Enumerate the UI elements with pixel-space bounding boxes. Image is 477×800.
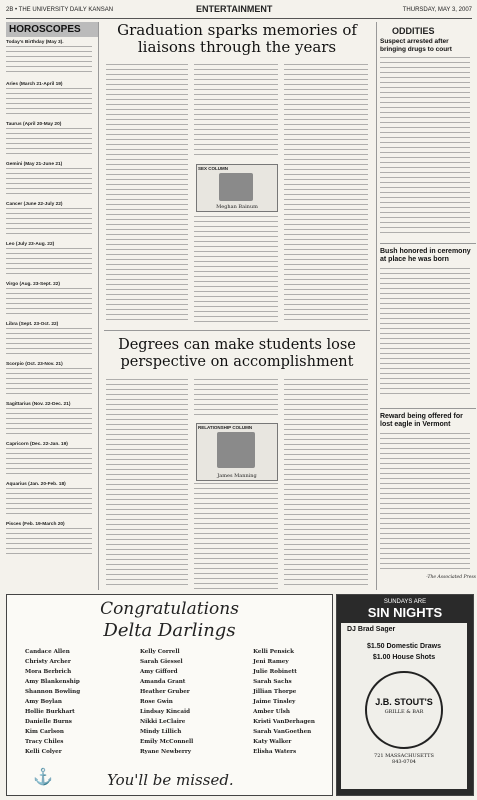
ad-bar-deal1: $1.50 Domestic Draws — [367, 643, 441, 650]
horoscope-text — [6, 248, 92, 276]
article2-text-col2b — [194, 483, 278, 589]
names-col-1 — [25, 647, 80, 757]
horoscope-text — [6, 368, 92, 396]
article2-text-col1 — [106, 379, 188, 589]
horoscope-sign-name: Virgo (Aug. 23-Sept. 22) — [6, 282, 61, 287]
member-name: Elisha Waters — [253, 749, 297, 755]
horoscope-sign-name: Gemini (May 21-June 21) — [6, 162, 63, 167]
horoscope-text — [6, 168, 92, 196]
article1-column-label: SEX COLUMN — [198, 166, 229, 171]
ad-bar-addr: 721 MASSACHUSETTS — [374, 753, 434, 759]
member-name: Jeni Ramey — [253, 659, 289, 665]
horoscope-text — [6, 488, 92, 516]
article2-columnist-box — [196, 423, 278, 481]
horoscope-entry — [6, 82, 98, 116]
ad-bar-phone: 843-0704 — [392, 759, 416, 765]
horoscope-entry — [6, 40, 98, 76]
horoscope-text — [6, 88, 92, 116]
member-name: Jillian Thorpe — [253, 689, 297, 695]
member-name: Candace Allen — [25, 649, 70, 655]
ad-bar-sub: GRILLE & BAR — [384, 709, 424, 715]
horoscope-sign-name: Libra (Sept. 23-Oct. 22) — [6, 322, 59, 327]
member-name: Amy Blankenship — [25, 679, 80, 685]
horoscope-text — [6, 408, 92, 436]
horoscope-entry — [6, 482, 98, 516]
oddity-text-1 — [380, 57, 470, 233]
member-name: Rose Gwin — [139, 699, 173, 705]
article2-headline: Degrees can make students lose perspective on accomplishment — [118, 337, 356, 370]
member-name: Katy Walker — [253, 739, 292, 745]
ad-footer: You'll be missed. — [107, 771, 234, 789]
horoscope-text — [6, 448, 92, 476]
horoscope-entry — [6, 402, 98, 436]
delta-gamma-ad — [6, 594, 333, 796]
names-col-3 — [253, 647, 315, 757]
article2-text-col2 — [194, 379, 278, 419]
ad-bar-body — [341, 623, 467, 789]
horoscope-sign-name: Sagittarius (Nov. 22-Dec. 21) — [6, 402, 71, 407]
horoscope-entry — [6, 522, 98, 556]
horoscope-text — [6, 288, 92, 316]
horoscope-text — [6, 528, 92, 556]
article2-text-col3 — [284, 379, 368, 589]
member-name: Mora Berbrich — [25, 669, 72, 675]
oddity-text-3 — [380, 433, 470, 573]
article1-text-col2b — [194, 216, 278, 324]
horoscope-sign-name: Taurus (April 20-May 20) — [6, 122, 62, 127]
ad-names — [25, 647, 315, 757]
ad-congrats-line2: Delta Darlings — [103, 620, 236, 641]
horoscope-sign-name: Capricorn (Dec. 22-Jan. 19) — [6, 442, 68, 447]
ad-congrats-line1: Congratulations — [100, 599, 239, 619]
member-name: Sarah Giessel — [139, 659, 183, 665]
ad-bar-logo — [365, 671, 443, 749]
member-name: Ryane Newberry — [139, 749, 192, 755]
horoscope-entry — [6, 162, 98, 196]
oddity-headline-3: Reward being offered for lost eagle in Vermont — [380, 408, 476, 429]
oddities-credit: -The Associated Press — [426, 575, 476, 580]
horoscope-sign-name: Aquarius (Jan. 20-Feb. 18) — [6, 482, 66, 487]
member-name: Sarah Sachs — [253, 679, 292, 685]
member-name: Lindsay Kincaid — [139, 709, 191, 715]
member-name: Shannon Bowling — [25, 689, 81, 695]
oddities-column — [376, 22, 476, 590]
article1-text-col3 — [284, 64, 368, 324]
member-name: Jaime Tinsley — [253, 699, 296, 705]
horoscope-sign-name: Scorpio (Oct. 23-Nov. 21) — [6, 362, 63, 367]
article-graduation — [104, 22, 370, 327]
horoscope-list — [6, 40, 98, 556]
oddity-headline-2: Bush honored in ceremony at place he was born — [380, 243, 476, 264]
horoscope-entry — [6, 282, 98, 316]
ad-bar-top: SUNDAYS ARE — [383, 599, 427, 605]
horoscope-text — [6, 46, 92, 76]
ad-bar-deal2: $1.00 House Shots — [372, 654, 436, 661]
member-name: Kim Carlson — [25, 729, 64, 735]
masthead — [6, 4, 472, 19]
oddity-text-2 — [380, 268, 470, 398]
horoscope-sign-name: Cancer (June 22-July 22) — [6, 202, 63, 207]
member-name: Julie Robinett — [253, 669, 297, 675]
author-photo — [217, 432, 255, 468]
member-name: Heather Gruber — [139, 689, 190, 695]
horoscope-entry — [6, 202, 98, 236]
masthead-left: 2B • THE UNIVERSITY DAILY KANSAN — [6, 7, 114, 13]
anchor-icon: ⚓ — [33, 767, 53, 786]
oddity-headline-1: Suspect arrested after bringing drugs to court — [380, 38, 452, 53]
article-degrees — [104, 330, 370, 591]
article1-text-col2 — [194, 64, 278, 156]
member-name: Tracy Chiles — [25, 739, 64, 745]
member-name: Emily McConnell — [139, 739, 194, 745]
member-name: Kristi VanDerhagen — [253, 719, 315, 725]
member-name: Amy Boylan — [25, 699, 62, 705]
author-photo — [219, 173, 253, 201]
sin-nights-ad — [336, 594, 474, 796]
horoscope-sign-name: Pisces (Feb. 19-March 20) — [6, 522, 65, 527]
horoscope-text — [6, 328, 92, 356]
article1-headline: Graduation sparks memories of liaisons through the years — [117, 21, 357, 56]
article1-author: Meghan Bainum — [216, 204, 258, 210]
member-name: Kelli Pensick — [253, 649, 294, 655]
ad-bar-title: SIN NIGHTS — [367, 605, 443, 620]
member-name: Hollie Burkhart — [25, 709, 75, 715]
ad-bar-name: J.B. STOUT'S — [375, 697, 433, 707]
article1-columnist-box — [196, 164, 278, 212]
horoscope-sign-name: Leo (July 23-Aug. 22) — [6, 242, 55, 247]
member-name: Danielle Burns — [25, 719, 72, 725]
horoscope-sign-name: Today's Birthday (May 3). — [6, 40, 64, 45]
names-col-2 — [140, 647, 193, 757]
article2-column-label: RELATIONSHIP COLUMN — [198, 425, 253, 430]
horoscopes-column — [6, 22, 99, 590]
member-name: Mindy Lillich — [139, 729, 182, 735]
member-name: Amanda Grant — [139, 679, 186, 685]
member-name: Kelly Correll — [139, 649, 180, 655]
member-name: Amber Ulsh — [253, 709, 290, 715]
oddities-title: ODDITIES — [392, 26, 435, 36]
horoscope-entry — [6, 442, 98, 476]
horoscope-entry — [6, 242, 98, 276]
horoscope-text — [6, 208, 92, 236]
member-name: Christy Archer — [25, 659, 71, 665]
member-name: Kelli Colyer — [25, 749, 62, 755]
horoscope-entry — [6, 322, 98, 356]
article2-author: James Manning — [217, 473, 257, 479]
article1-text-col1 — [106, 64, 188, 324]
member-name: Amy Gifford — [139, 669, 178, 675]
ad-bar-dj: DJ Brad Sager — [347, 626, 396, 633]
member-name: Nikki LeClaire — [139, 719, 186, 725]
section-title: ENTERTAINMENT — [196, 4, 273, 14]
horoscope-sign-name: Aries (March 21-April 19) — [6, 82, 63, 87]
horoscope-entry — [6, 362, 98, 396]
horoscopes-title: HOROSCOPES — [6, 22, 98, 37]
member-name: Sarah VanGoethen — [253, 729, 312, 735]
horoscope-text — [6, 128, 92, 156]
masthead-date: THURSDAY, MAY 3, 2007 — [402, 7, 472, 13]
horoscope-entry — [6, 122, 98, 156]
